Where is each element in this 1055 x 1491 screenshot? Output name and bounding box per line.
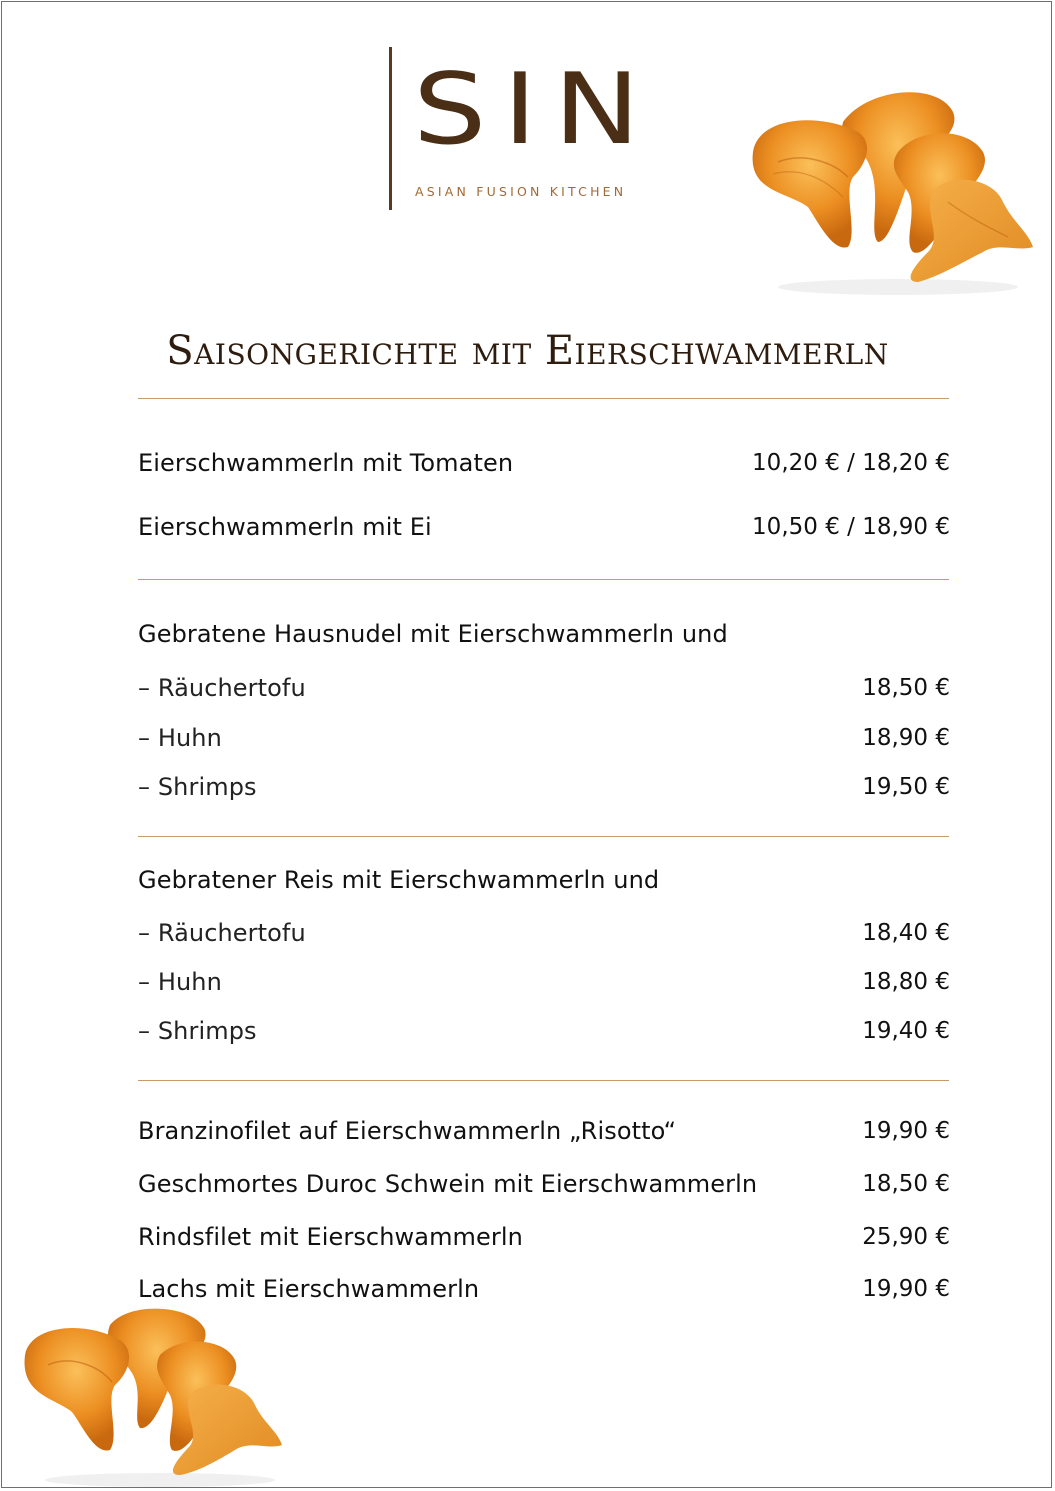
menu-item-name: – Räuchertofu bbox=[138, 674, 306, 702]
menu-item bbox=[138, 1167, 950, 1201]
divider bbox=[138, 398, 949, 399]
menu-item-name: – Räuchertofu bbox=[138, 919, 306, 947]
menu-item-name: Branzinofilet auf Eierschwammerln „Risotto“ bbox=[138, 1117, 677, 1145]
menu-item bbox=[138, 510, 950, 544]
menu-item-price: 25,90 € bbox=[862, 1224, 950, 1250]
menu-item-name: Rindsfilet mit Eierschwammerln bbox=[138, 1223, 523, 1251]
menu-item bbox=[138, 770, 950, 804]
menu-item-name: Geschmortes Duroc Schwein mit Eierschwammerln bbox=[138, 1170, 758, 1198]
menu-item-price: 18,40 € bbox=[862, 920, 950, 946]
menu-item bbox=[138, 671, 950, 705]
menu-item bbox=[138, 916, 950, 950]
menu-item-price: 18,90 € bbox=[862, 725, 950, 751]
menu-item-name: – Shrimps bbox=[138, 773, 257, 801]
menu-item bbox=[138, 965, 950, 999]
divider bbox=[138, 1080, 949, 1081]
menu-item bbox=[138, 1220, 950, 1254]
menu-item-name: Eierschwammerln mit Ei bbox=[138, 513, 432, 541]
menu-title: Saisongerichte mit Eierschwammerln bbox=[166, 328, 889, 374]
menu-item-price: 18,50 € bbox=[862, 675, 950, 701]
chanterelle-mushrooms-image-top bbox=[748, 82, 1038, 302]
menu-item bbox=[138, 1114, 950, 1148]
menu-item-name: – Huhn bbox=[138, 968, 222, 996]
divider bbox=[138, 579, 949, 580]
logo-vertical-bar bbox=[389, 47, 392, 210]
menu-item-price: 10,20 € / 18,20 € bbox=[752, 450, 950, 476]
section-heading: Gebratener Reis mit Eierschwammerln und bbox=[138, 866, 660, 894]
chanterelle-mushrooms-image-bottom bbox=[20, 1300, 290, 1490]
divider bbox=[138, 836, 949, 837]
menu-item-price: 19,50 € bbox=[862, 774, 950, 800]
menu-item bbox=[138, 446, 950, 480]
restaurant-logo bbox=[389, 47, 669, 211]
logo-tagline: ASIAN FUSION KITCHEN bbox=[415, 184, 627, 199]
menu-item-name: – Huhn bbox=[138, 724, 222, 752]
menu-item-price: 18,80 € bbox=[862, 969, 950, 995]
section-heading: Gebratene Hausnudel mit Eierschwammerln und bbox=[138, 620, 728, 648]
menu-item-name: Lachs mit Eierschwammerln bbox=[138, 1275, 480, 1303]
menu-item-price: 10,50 € / 18,90 € bbox=[752, 514, 950, 540]
menu-item bbox=[138, 721, 950, 755]
menu-item bbox=[138, 1014, 950, 1048]
menu-item-price: 18,50 € bbox=[862, 1171, 950, 1197]
menu-item-price: 19,90 € bbox=[862, 1118, 950, 1144]
menu-item-name: – Shrimps bbox=[138, 1017, 257, 1045]
logo-wordmark: SIN bbox=[413, 53, 657, 167]
menu-item-price: 19,90 € bbox=[862, 1276, 950, 1302]
menu-item-price: 19,40 € bbox=[862, 1018, 950, 1044]
menu-item-name: Eierschwammerln mit Tomaten bbox=[138, 449, 514, 477]
